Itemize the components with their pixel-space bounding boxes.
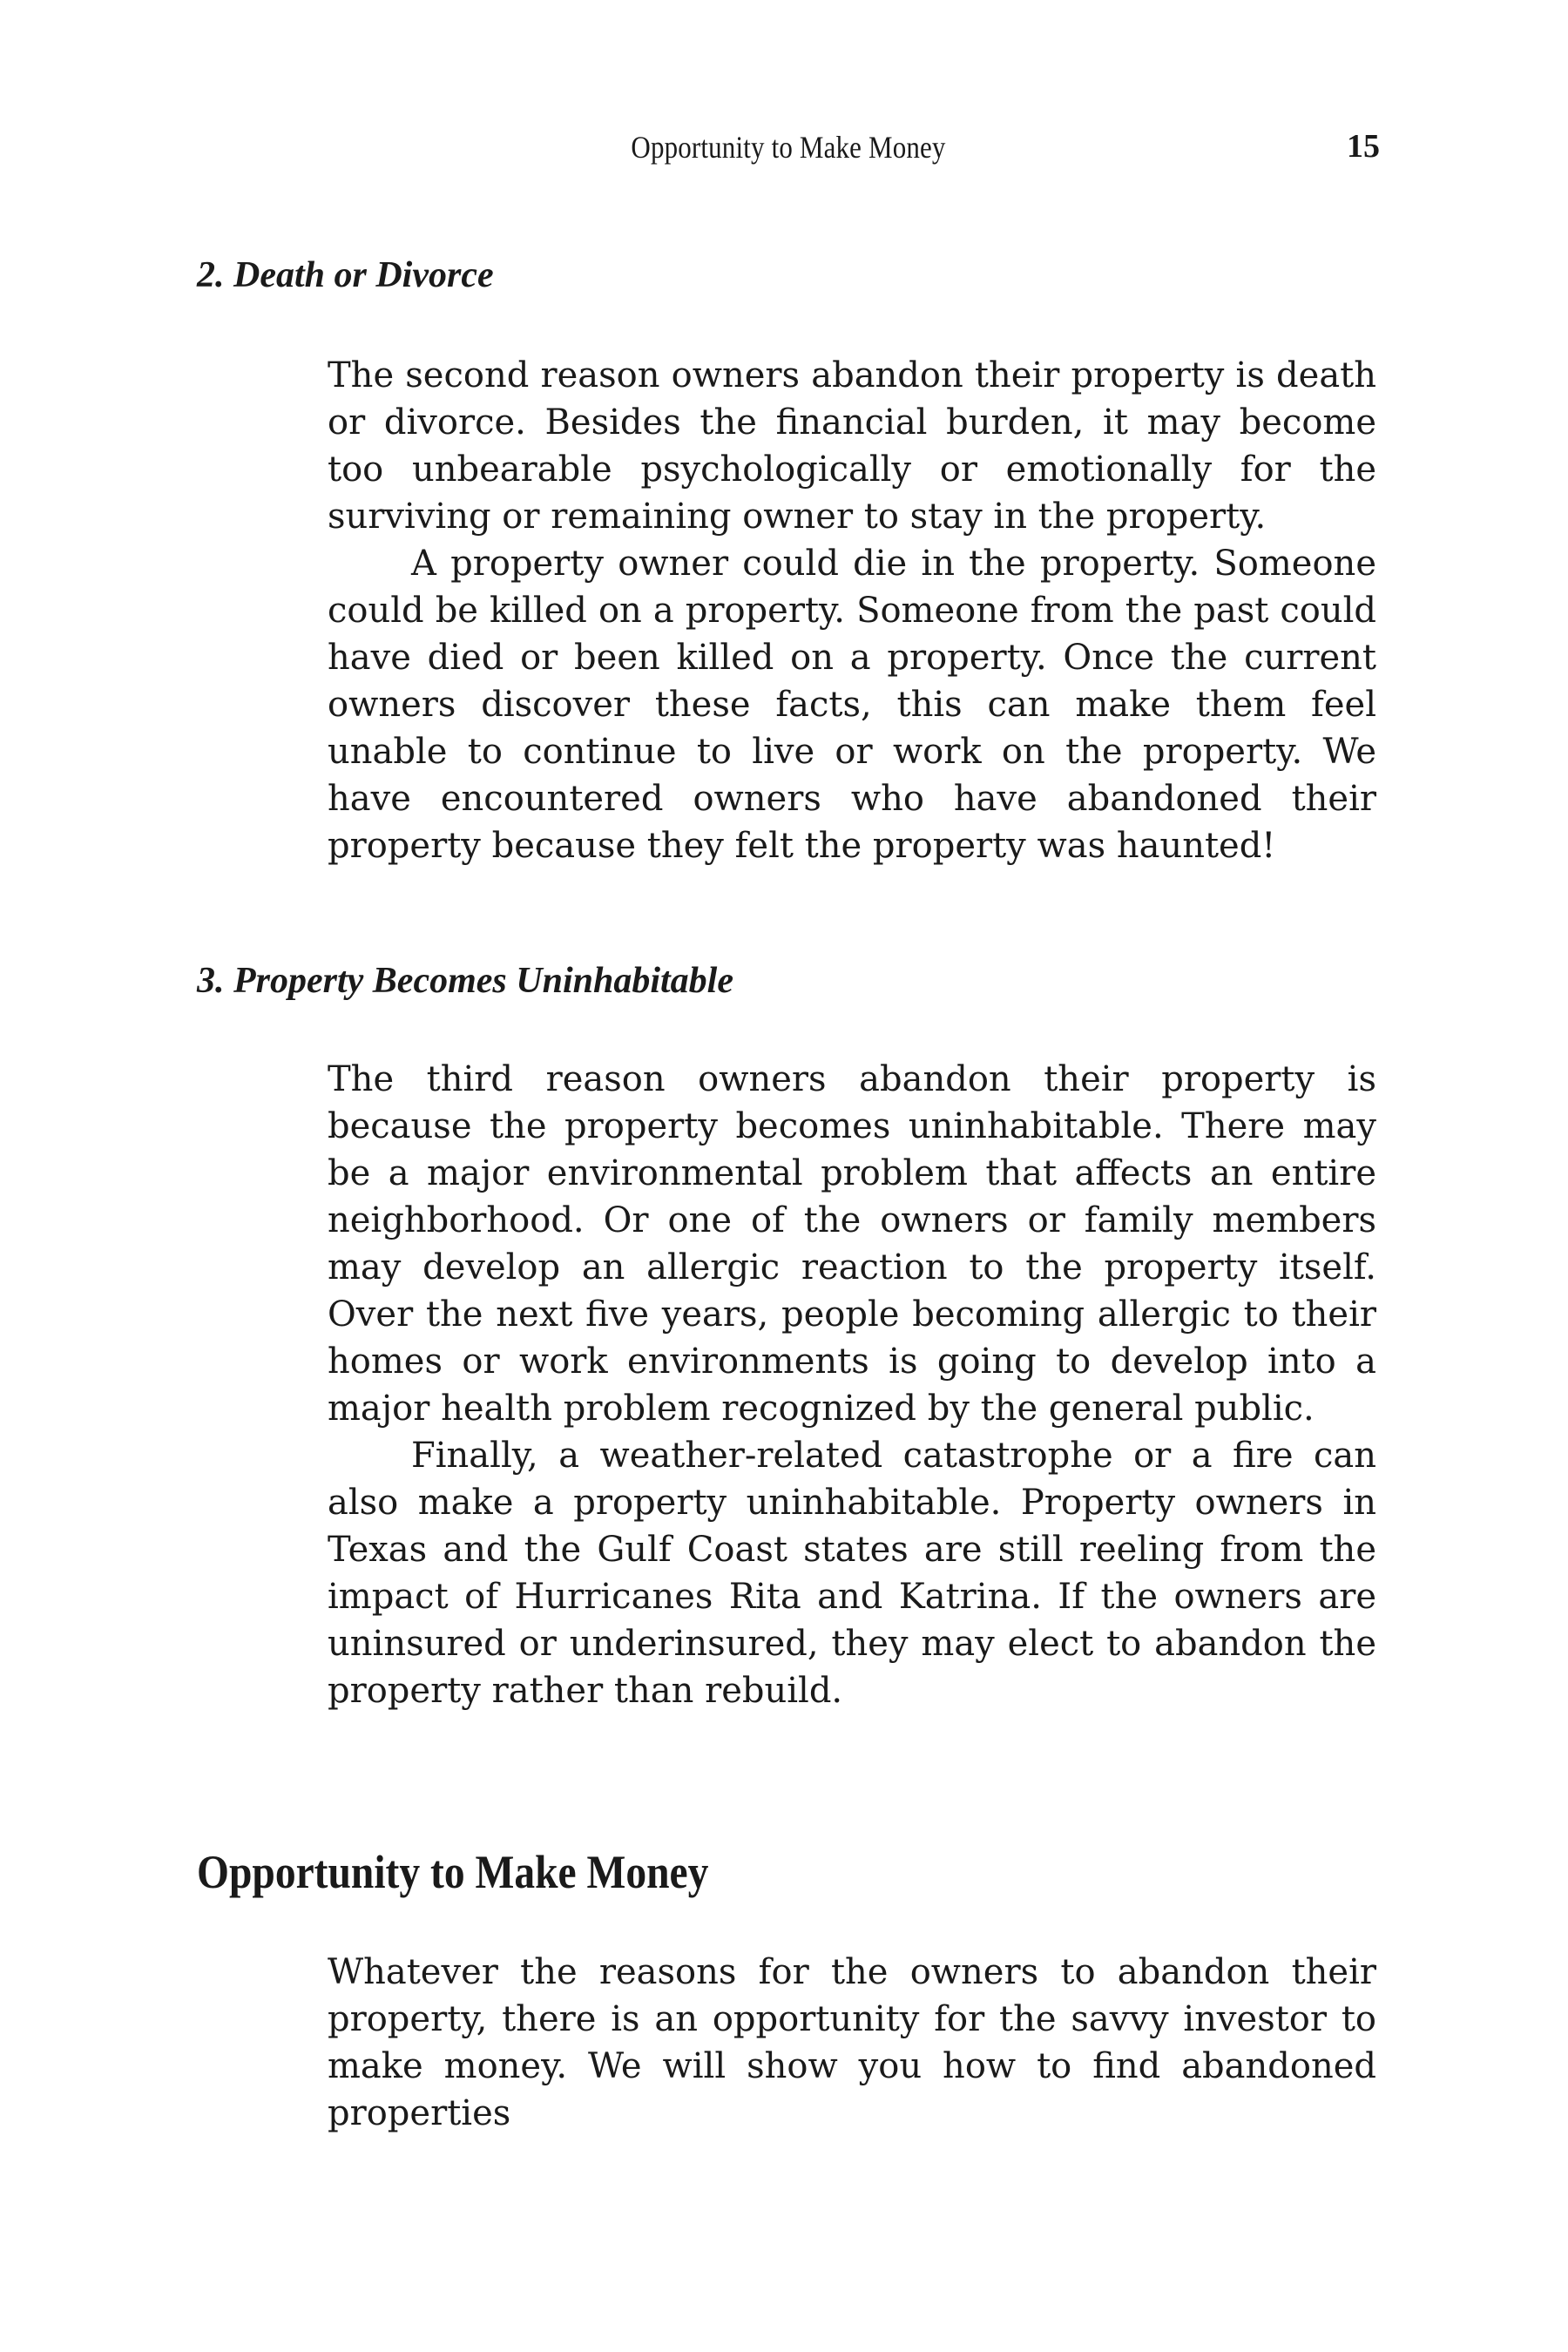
running-head xyxy=(197,129,1380,172)
section-opportunity-body xyxy=(328,1949,1376,2137)
page-number: 15 xyxy=(1347,128,1380,165)
section-death-or-divorce-body xyxy=(328,352,1376,869)
paragraph: The second reason owners abandon their property is death or divorce. Besides the financial burden, it may become too unbearable psychologically or emotionally for the surviving or remaining owner to stay in the property. xyxy=(328,355,1376,537)
section-uninhabitable-body xyxy=(328,1056,1376,1714)
paragraph: Whatever the reasons for the owners to abandon their property, there is an opportunity for the savvy investor to make money. We will show you how to find abandoned properties xyxy=(328,1952,1376,2133)
paragraph: A property owner could die in the property. Someone could be killed on a property. Someone from the past could have died or been killed on a property. Once the current owners discover these facts, this can make them feel unable to continue to live or work on the property. We have encountered owners who have abandoned their property because they felt the property was haunted! xyxy=(328,544,1376,866)
paragraph: Finally, a weather-related catastrophe or a fire can also make a property uninhabitable. Property owners in Texas and the Gulf Coast states are still reeling from the impact of Hurricanes Rita and Katrina. If the owners are uninsured or underinsured, they may elect to abandon the property rather than rebuild. xyxy=(328,1436,1376,1711)
paragraph: The third reason owners abandon their property is because the property becomes uninhabitable. There may be a major environmental problem that affects an entire neighborhood. Or one of the owners or family members may develop an allergic reaction to the property itself. Over the next five years, people becoming allergic to their homes or work environments is going to develop into a major health problem recognized by the general public. xyxy=(328,1059,1376,1429)
section-heading-opportunity: Opportunity to Make Money xyxy=(197,1846,709,1898)
running-head-title: Opportunity to Make Money xyxy=(631,130,946,165)
subheading-property-becomes-uninhabitable: 3. Property Becomes Uninhabitable xyxy=(197,961,733,1001)
subheading-death-or-divorce: 2. Death or Divorce xyxy=(197,255,494,295)
